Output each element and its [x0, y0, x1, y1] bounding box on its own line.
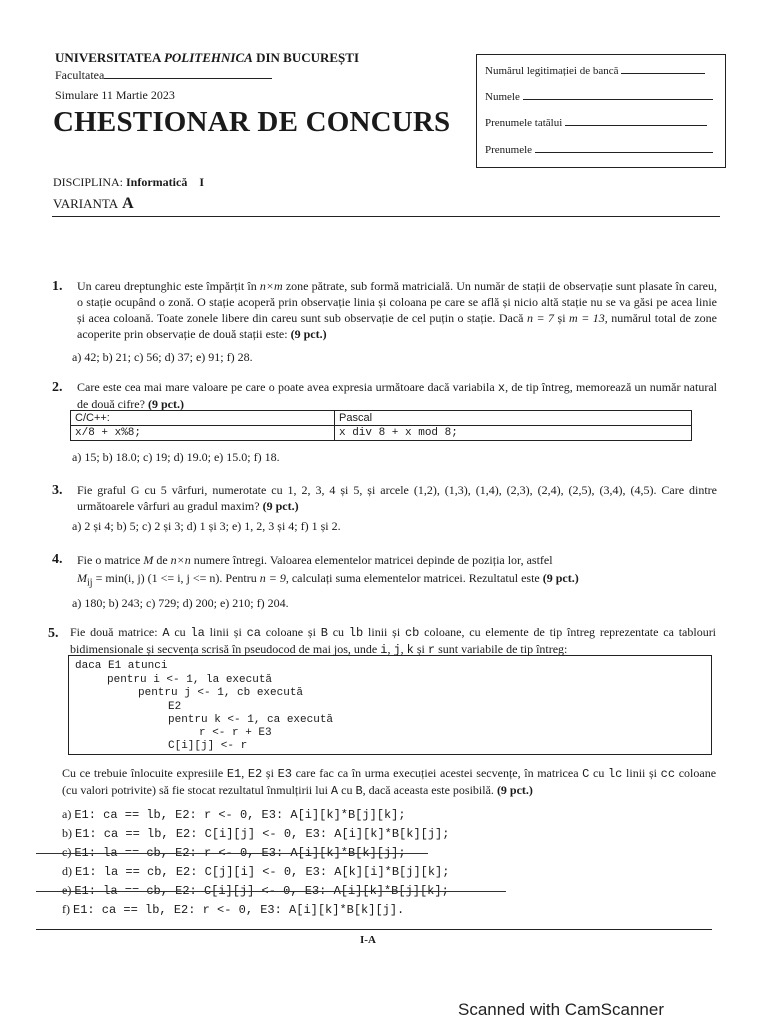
q2-header-pascal: Pascal: [335, 411, 692, 426]
q5-option-a: a) E1: ca == lb, E2: r <- 0, E3: A[i][k]*B[j][k];: [62, 807, 406, 822]
q1-number: 1.: [52, 279, 63, 294]
code-line: r <- r + E3: [199, 727, 272, 739]
q5-option-e: e) E1: la == cb, E2: C[i][j] <- 0, E3: A[i][k]*B[j][k];: [62, 883, 449, 898]
q3-number: 3.: [52, 483, 63, 498]
q2-code-table: [70, 410, 692, 441]
q5-option-b: b) E1: ca == lb, E2: C[i][j] <- 0, E3: A[i][k]*B[k][j];: [62, 826, 450, 841]
q2-cell-pascal: x div 8 + x mod 8;: [335, 426, 692, 441]
q2-number: 2.: [52, 380, 63, 395]
footer-divider: [36, 929, 712, 930]
page-title: CHESTIONAR DE CONCURS: [53, 106, 451, 138]
code-line: pentru i <- 1, la execută: [107, 674, 273, 686]
q5-pseudocode-box: [68, 655, 712, 755]
q2-cell-cpp: x/8 + x%8;: [71, 426, 335, 441]
code-line: E2: [168, 701, 182, 713]
q2-header-cpp: C/C++:: [71, 411, 335, 426]
id-field-legitimation: Numărul legitimației de bancă: [485, 64, 705, 77]
header-divider: [52, 216, 720, 217]
code-line: pentru k <- 1, ca execută: [168, 714, 334, 726]
strike-through-line: [36, 853, 428, 854]
page-number: I-A: [360, 934, 376, 946]
code-line: daca E1 atunci: [75, 660, 168, 672]
university-name: UNIVERSITATEA POLITEHNICA DIN BUCUREȘTI: [55, 50, 360, 65]
identification-box: [476, 54, 726, 168]
faculty-line: Facultatea: [55, 68, 272, 83]
id-field-surname: Numele: [485, 90, 713, 103]
q5-number: 5.: [48, 626, 59, 641]
q2-answers: a) 15; b) 18.0; c) 19; d) 19.0; e) 15.0; f) 18.: [72, 450, 280, 464]
variant-line: VARIANTA A: [53, 195, 134, 212]
q2-text: Care este cea mai mare valoare pe care o poate avea expresia următoare dacă variabila x, de tip întreg, memorează un număr natural de două cifre? (9 pct.): [77, 380, 717, 411]
id-field-first-name: Prenumele: [485, 143, 713, 156]
q5-option-d: d) E1: la == cb, E2: C[j][i] <- 0, E3: A[k][i]*B[j][k];: [62, 864, 450, 879]
q3-answers: a) 2 și 4; b) 5; c) 2 și 3; d) 1 și 3; e) 1, 2, 3 și 4; f) 1 și 2.: [72, 519, 341, 533]
q4-number: 4.: [52, 552, 63, 567]
q4-text: Fie o matrice M de n×n numere întregi. Valoarea elementelor matricei depinde de poziția lor, astfel $M_{ij} = \min(i$, j) (1 <= i, j <= n). Pentru n = 9, calculați suma elementelor matricei. Rezultatul este (9 pct.): [77, 553, 579, 589]
q1-answers: a) 42; b) 21; c) 56; d) 37; e) 91; f) 28.: [72, 350, 253, 364]
q5-option-c: c) E1: la == cb, E2: r <- 0, E3: A[i][k]*B[k][j];: [62, 845, 406, 860]
code-line: C[i][j] <- r: [168, 740, 248, 752]
q3-text: Fie graful G cu 5 vârfuri, numerotate cu 1, 2, 3, 4 și 5, și arcele (1,2), (1,3), (1,4), (2,3), (2,4), (2,5), (3,4), (4,5). Care dintre următoarele vârfuri au gradul maxim? (9 pct.): [77, 483, 717, 513]
q5-question: Cu ce trebuie înlocuite expresiile E1, E2 și E3 care fac ca în urma execuției acestei secvențe, în matricea C cu lc linii și cc coloane (cu valori potrivite) să fie stocat rezultatul înmulțirii lui A cu B, dacă aceasta este posibilă. (9 pct.): [62, 766, 717, 798]
id-field-father-name: Prenumele tatălui: [485, 116, 707, 129]
code-line: pentru j <- 1, cb execută: [138, 687, 304, 699]
discipline-line: DISCIPLINA: Informatică I: [53, 175, 205, 189]
q1-text: Un careu dreptunghic este împărțit în n×m zone pătrate, sub formă matricială. Un număr de stații de observație sunt plasate în careu, o stație ocupând o zonă. O stație acoperă prin observație linia și coloana pe care se află și nicio altă stație nu se va găsi pe acea linie și acea coloană. Toate zonele libere din careu sunt sub observație de cel puțin o stație. Dacă n = 7 și m = 13, numărul total de zone acoperite prin observație de două stații este: (9 pct.): [77, 279, 718, 341]
q4-answers: a) 180; b) 243; c) 729; d) 200; e) 210; f) 204.: [72, 596, 289, 610]
strike-through-line: [36, 891, 506, 892]
scanner-watermark: Scanned with CamScanner: [458, 1000, 665, 1019]
session-date: Simulare 11 Martie 2023: [55, 88, 175, 102]
q5-option-f: f) E1: ca == lb, E2: r <- 0, E3: A[i][k]*B[k][j].: [62, 902, 405, 917]
q5-intro: Fie două matrice: A cu la linii și ca coloane și B cu lb linii și cb coloane, cu elemente de tip întreg reprezentate ca tablouri bidimensionale și secvența scrisă în pseudocod de mai jos, unde i, j, k și r sunt variabile de tip întreg:: [70, 625, 717, 657]
